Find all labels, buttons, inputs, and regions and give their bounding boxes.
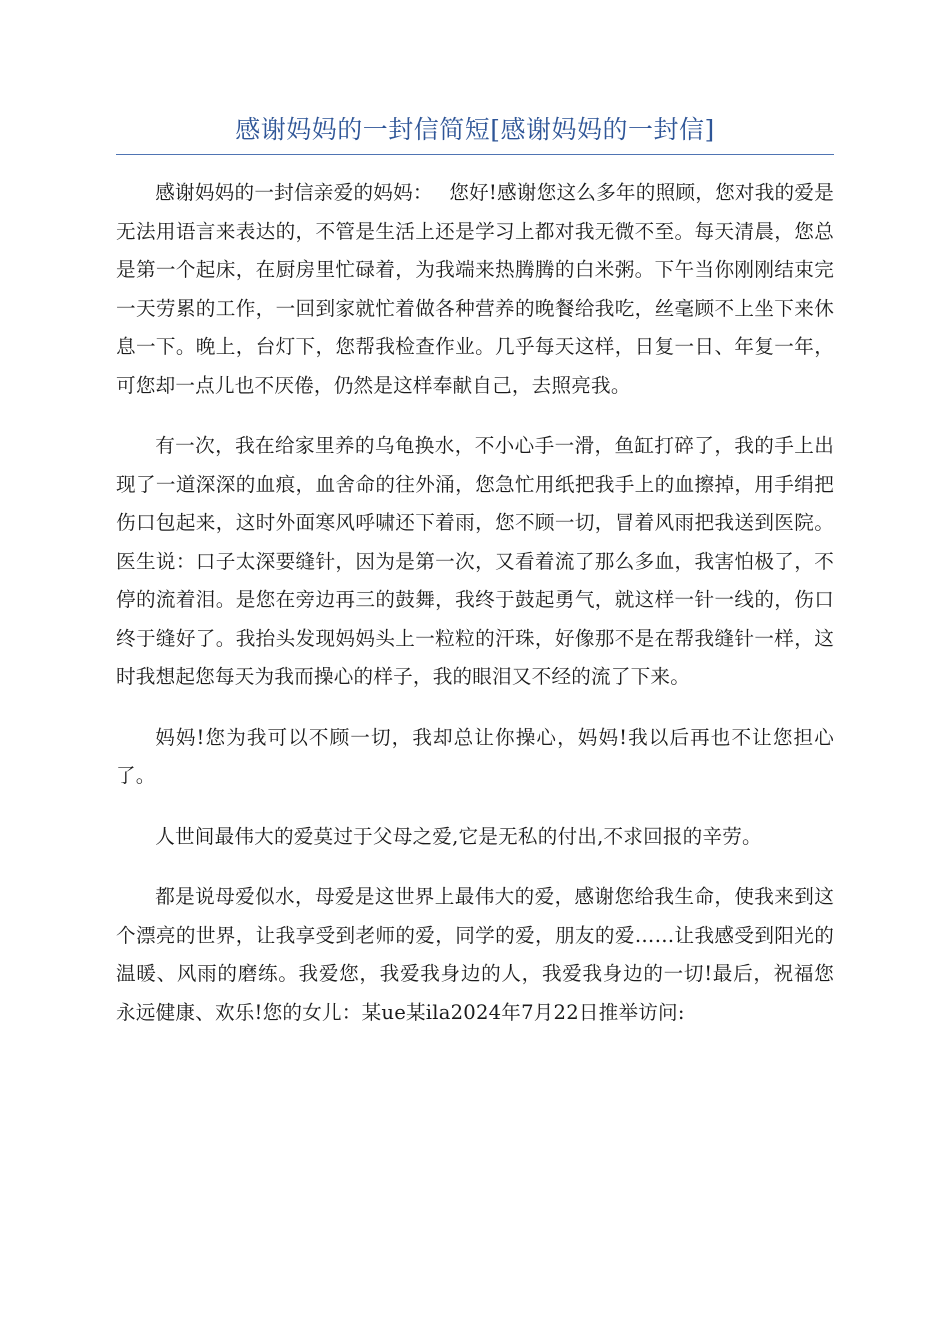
- document-title: 感谢妈妈的一封信简短[感谢妈妈的一封信]: [235, 115, 715, 144]
- title-divider: [116, 154, 834, 155]
- paragraph-4: 人世间最伟大的爱莫过于父母之爱,它是无私的付出,不求回报的辛劳。: [155, 824, 762, 848]
- paragraph-5: 都是说母爱似水，母爱是这世界上最伟大的爱，感谢您给我生命，使我来到这个漂亮的世界，让我享受到老师的爱，同学的爱，朋友的爱……让我感受到阳光的温暖、风雨的磨练。我爱您，我爱我身边的人，我爱我身边的一切!最后，祝福您永远健康、欢乐!您的女儿：某ue某ila2024年7月22日推举访问:: [116, 885, 834, 1024]
- paragraph-3: 妈妈!您为我可以不顾一切，我却总让你操心，妈妈!我以后再也不让您担心了。: [116, 725, 834, 787]
- paragraph-2: 有一次，我在给家里养的乌龟换水，不小心手一滑，鱼缸打碎了，我的手上出现了一道深深的血痕，血舍命的往外涌，您急忙用纸把我手上的血擦掉，用手绢把伤口包起来，这时外面寒风呼啸还下着雨，您不顾一切，冒着风雨把我送到医院。医生说：口子太深要缝针，因为是第一次，又看着流了那么多血，我害怕极了，不停的流着泪。是您在旁边再三的鼓舞，我终于鼓起勇气，就这样一针一线的，伤口终于缝好了。我抬头发现妈妈头上一粒粒的汗珠，好像那不是在帮我缝针一样，这时我想起您每天为我而操心的样子，我的眼泪又不经的流了下来。: [116, 434, 834, 688]
- document-body: [116, 174, 834, 1054]
- paragraph-1: 感谢妈妈的一封信亲爱的妈妈： 您好!感谢您这么多年的照顾，您对我的爱是无法用语言来表达的，不管是生活上还是学习上都对我无微不至。每天清晨，您总是第一个起床，在厨房里忙碌着，为我端来热腾腾的白米粥。下午当你刚刚结束完一天劳累的工作，一回到家就忙着做各种营养的晚餐给我吃，丝毫顾不上坐下来休息一下。晚上，台灯下，您帮我检查作业。几乎每天这样，日复一日、年复一年，可您却一点儿也不厌倦，仍然是这样奉献自己，去照亮我。: [116, 181, 834, 397]
